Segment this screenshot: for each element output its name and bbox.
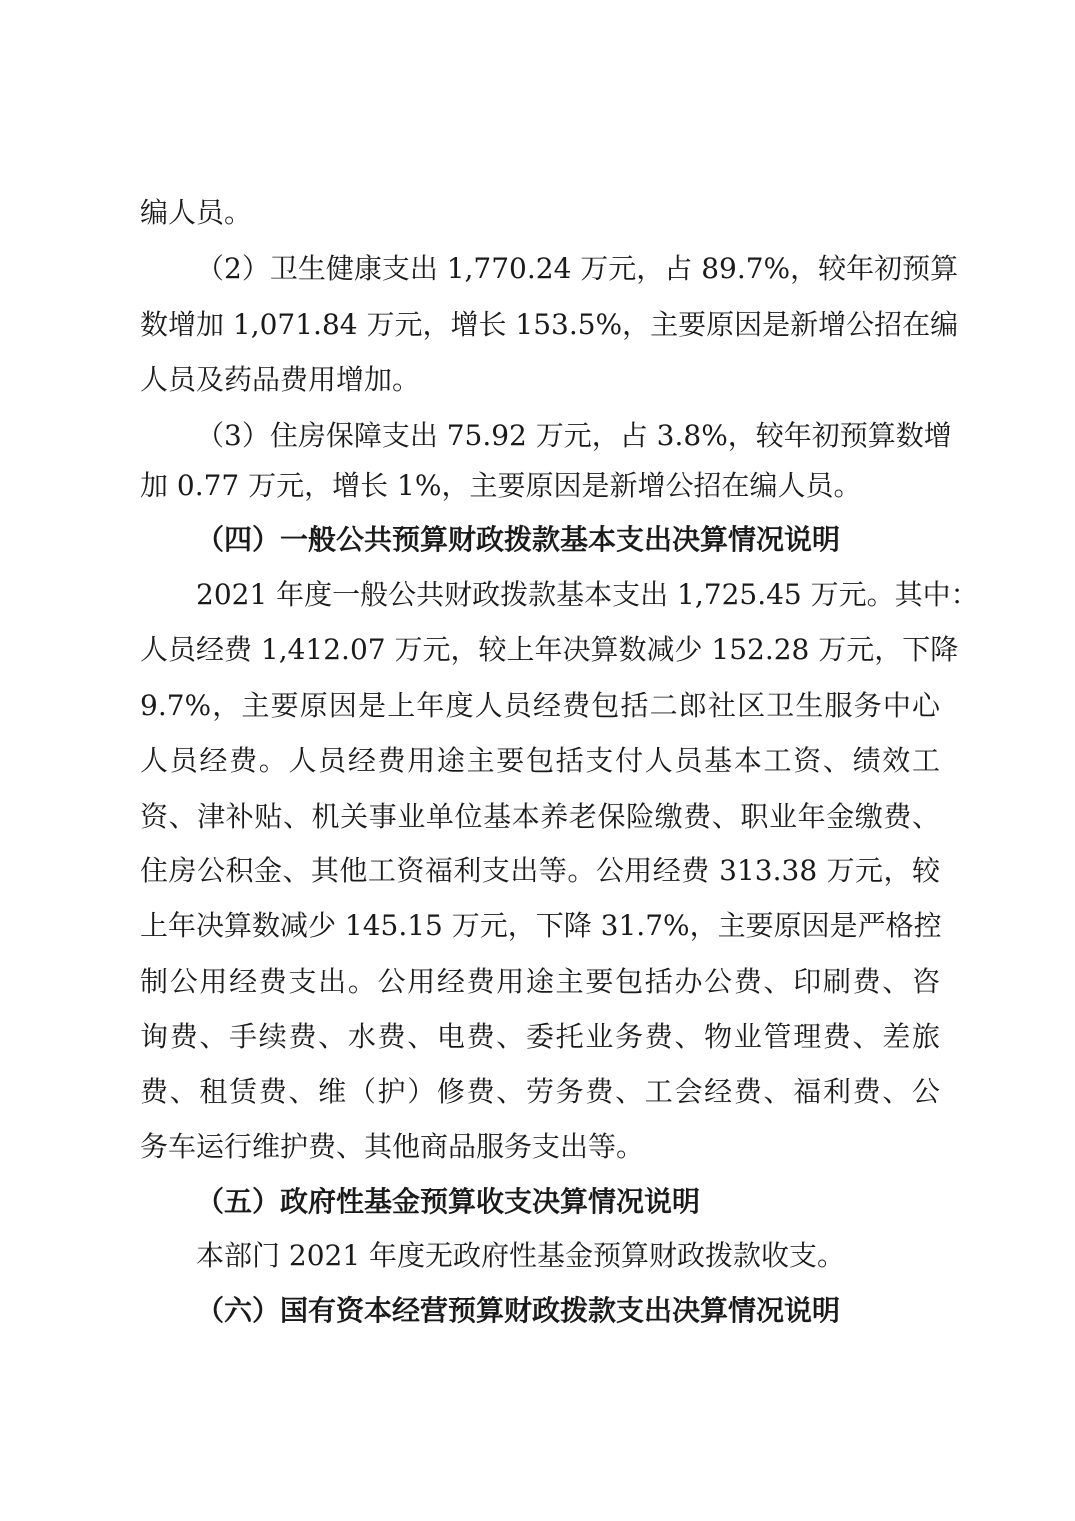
section-heading: （六）国有资本经营预算财政拨款支出决算情况说明 <box>196 1294 841 1327</box>
paragraph-line: 9.7%，主要原因是上年度人员经费包括二郎社区卫生服务中心 <box>140 689 940 722</box>
paragraph-line: 数增加 1,071.84 万元，增长 153.5%，主要原因是新增公招在编 <box>140 308 959 341</box>
paragraph-line: （2）卫生健康支出 1,770.24 万元，占 89.7%，较年初预算 <box>196 252 959 285</box>
paragraph-line: 制公用经费支出。公用经费用途主要包括办公费、印刷费、咨 <box>140 965 940 998</box>
paragraph-line: 本部门 2021 年度无政府性基金预算财政拨款收支。 <box>196 1239 846 1272</box>
paragraph-line: 费、租赁费、维（护）修费、劳务费、工会经费、福利费、公 <box>140 1075 940 1108</box>
paragraph-line: 加 0.77 万元，增长 1%，主要原因是新增公招在编人员。 <box>140 469 862 502</box>
paragraph-line: 住房公积金、其他工资福利支出等。公用经费 313.38 万元，较 <box>140 854 940 887</box>
paragraph-line: 务车运行维护费、其他商品服务支出等。 <box>140 1130 645 1163</box>
paragraph-line: （3）住房保障支出 75.92 万元，占 3.8%，较年初预算数增 <box>196 419 952 452</box>
paragraph-line: 编人员。 <box>140 196 253 229</box>
paragraph-line: 2021 年度一般公共财政拨款基本支出 1,725.45 万元。其中： <box>196 578 979 611</box>
paragraph-line: 人员经费 1,412.07 万元，较上年决算数减少 152.28 万元，下降 <box>140 633 959 666</box>
paragraph-line: 人员经费。人员经费用途主要包括支付人员基本工资、绩效工 <box>140 744 940 777</box>
paragraph-line: 人员及药品费用增加。 <box>140 363 421 396</box>
section-heading: （五）政府性基金预算收支决算情况说明 <box>196 1185 701 1218</box>
section-heading: （四）一般公共预算财政拨款基本支出决算情况说明 <box>196 523 841 556</box>
paragraph-line: 上年决算数减少 145.15 万元，下降 31.7%，主要原因是严格控 <box>140 909 942 942</box>
paragraph-line: 资、津补贴、机关事业单位基本养老保险缴费、职业年金缴费、 <box>140 800 940 833</box>
paragraph-line: 询费、手续费、水费、电费、委托业务费、物业管理费、差旅 <box>140 1020 940 1053</box>
